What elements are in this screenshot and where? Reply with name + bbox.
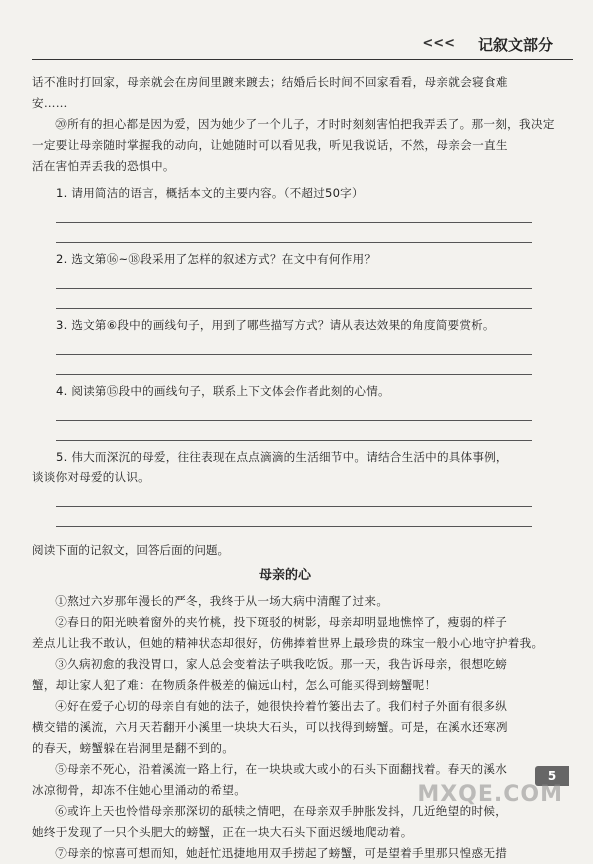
body-line: 一定要让母亲随时掌握我的动向，让她随时可以看见我，听见我说话，不然，母亲会一直生 — [32, 138, 508, 152]
section-title: 记叙文部分 — [477, 36, 553, 54]
answer-line[interactable] — [56, 507, 532, 527]
answer-line[interactable] — [56, 401, 532, 421]
story-line: ⑤母亲不死心，沿着溪流一路上行，在一块块或大或小的石头下面翻找着。春天的溪水 — [55, 762, 508, 776]
story-line: ⑦母亲的惊喜可想而知，她赶忙迅捷地用双手捞起了螃蟹，可是望着手里那只惶惑无措 — [55, 846, 508, 860]
question-text: 5. 伟大而深沉的母爱，往往表现在点点滴滴的生活细节中。请结合生活中的具体事例， — [56, 450, 508, 464]
body-line: 安…… — [32, 96, 68, 110]
story-line: ②春日的阳光映着窗外的夹竹桃，投下斑驳的树影，母亲却明显地憔悴了，瘦弱的样子 — [55, 615, 508, 629]
answer-line[interactable] — [56, 203, 532, 223]
question-3 — [32, 315, 538, 375]
question-1 — [32, 183, 538, 243]
question-text: 1. 请用简洁的语言，概括本文的主要内容。（不超过50字） — [56, 186, 364, 200]
page-content — [32, 72, 555, 864]
story-line: 冰凉彻骨，却冻不住她心里涌动的希望。 — [32, 783, 247, 797]
watermark-logo: MXQE.COM — [417, 782, 563, 807]
reading-instruction: 阅读下面的记叙文，回答后面的问题。 — [32, 543, 230, 557]
question-2 — [32, 249, 538, 309]
page-number: 5 — [535, 766, 569, 786]
body-line: 活在害怕弄丢我的恐惧中。 — [32, 159, 175, 173]
question-text: 3. 选文第⑥段中的画线句子，用到了哪些描写方式？请从表达效果的角度简要赏析。 — [56, 318, 495, 332]
answer-line[interactable] — [56, 355, 532, 375]
answer-line[interactable] — [56, 421, 532, 441]
story-line: 横交错的溪流，六月天若翻开小溪里一块块大石头，可以找得到螃蟹。可是，在溪水还寒冽 — [32, 720, 508, 734]
question-5 — [32, 447, 538, 527]
story-line: 的春天，螃蟹躲在岩洞里是翻不到的。 — [32, 741, 235, 755]
header-arrows: <<< — [422, 36, 455, 51]
answer-line[interactable] — [56, 487, 532, 507]
story-line: ③久病初愈的我没胃口，家人总会变着法子哄我吃饭。那一天，我告诉母亲，很想吃螃 — [55, 657, 508, 671]
story-line: 差点儿让我不敢认，但她的精神状态却很好，仿佛捧着世界上最珍贵的珠宝一般小心地守护着我。 — [32, 636, 544, 650]
story-line: ④好在爱子心切的母亲自有她的法子，她很快拎着竹篓出去了。我们村子外面有很多纵 — [55, 699, 508, 713]
story-line: ⑥或许上天也怜惜母亲那深切的舐犊之情吧，在母亲双手肿胀发抖，几近绝望的时候， — [55, 804, 508, 818]
answer-line[interactable] — [56, 335, 532, 355]
story-line: 蟹，却让家人犯了难：在物质条件极差的偏远山村，怎么可能买得到螃蟹呢！ — [32, 678, 437, 692]
answer-line[interactable] — [56, 269, 532, 289]
body-line: ⑳所有的担心都是因为爱，因为她少了一个儿子，才时时刻刻害怕把我弄丢了。那一刻，我决定 — [55, 117, 555, 131]
question-4 — [32, 381, 538, 441]
story-line: 她终于发现了一只个头肥大的螃蟹，正在一块大石头下面迟缓地爬动着。 — [32, 825, 413, 839]
story-title: 母亲的心 — [258, 568, 311, 583]
body-line: 话不准时打回家，母亲就会在房间里踱来踱去；结婚后长时间不回家看看，母亲就会寝食难 — [32, 75, 508, 89]
answer-line[interactable] — [56, 289, 532, 309]
question-text-continued: 谈谈你对母爱的认识。 — [32, 470, 150, 484]
page-header — [32, 30, 573, 60]
story-line: ①熬过六岁那年漫长的严冬，我终于从一场大病中清醒了过来。 — [55, 594, 389, 608]
answer-line[interactable] — [56, 223, 532, 243]
question-text: 2. 选文第⑯~⑱段采用了怎样的叙述方式？在文中有何作用？ — [56, 252, 377, 266]
question-text: 4. 阅读第⑮段中的画线句子，联系上下文体会作者此刻的心情。 — [56, 384, 390, 398]
